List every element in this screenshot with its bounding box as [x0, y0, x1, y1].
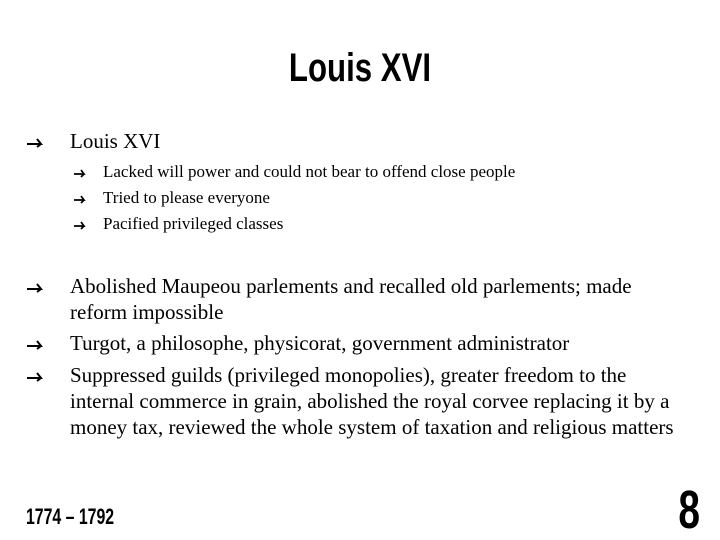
sub-bullet-item [103, 211, 683, 237]
page-number: 8 [678, 480, 700, 540]
bullet-text: Lacked will power and could not bear to offend close people [103, 162, 516, 181]
bullet-item [70, 273, 680, 325]
bullet-text: Tried to please everyone [103, 188, 270, 207]
bullet-text: Pacified privileged classes [103, 214, 284, 233]
bullet-text: Louis XVI [70, 129, 161, 153]
hook-arrow-icon [26, 368, 44, 382]
bullet-item [70, 362, 680, 440]
hook-arrow-icon [26, 279, 44, 293]
hook-arrow-icon [26, 336, 44, 350]
hook-arrow-icon [26, 134, 44, 148]
slide-title: Louis XVI [288, 46, 432, 90]
footer-date-range: 1774 – 1792 [26, 504, 115, 529]
bullet-text: Suppressed guilds (privileged monopolies), greater freedom to the internal commerce in grain, abolished the royal corvee replacing it by a money tax, reviewed the whole system of taxation and religious matters [70, 363, 674, 439]
bullet-text: Abolished Maupeou parlements and recalled old parlements; made reform impossible [70, 274, 632, 324]
bullet-text: Turgot, a philosophe, physicorat, government administrator [70, 331, 570, 355]
hook-arrow-icon [73, 167, 87, 178]
sub-bullet-item [103, 185, 683, 211]
bullet-item [70, 128, 680, 154]
sub-bullet-item [103, 159, 683, 185]
hook-arrow-icon [73, 193, 87, 204]
hook-arrow-icon [73, 219, 87, 230]
bullet-item [70, 330, 680, 356]
